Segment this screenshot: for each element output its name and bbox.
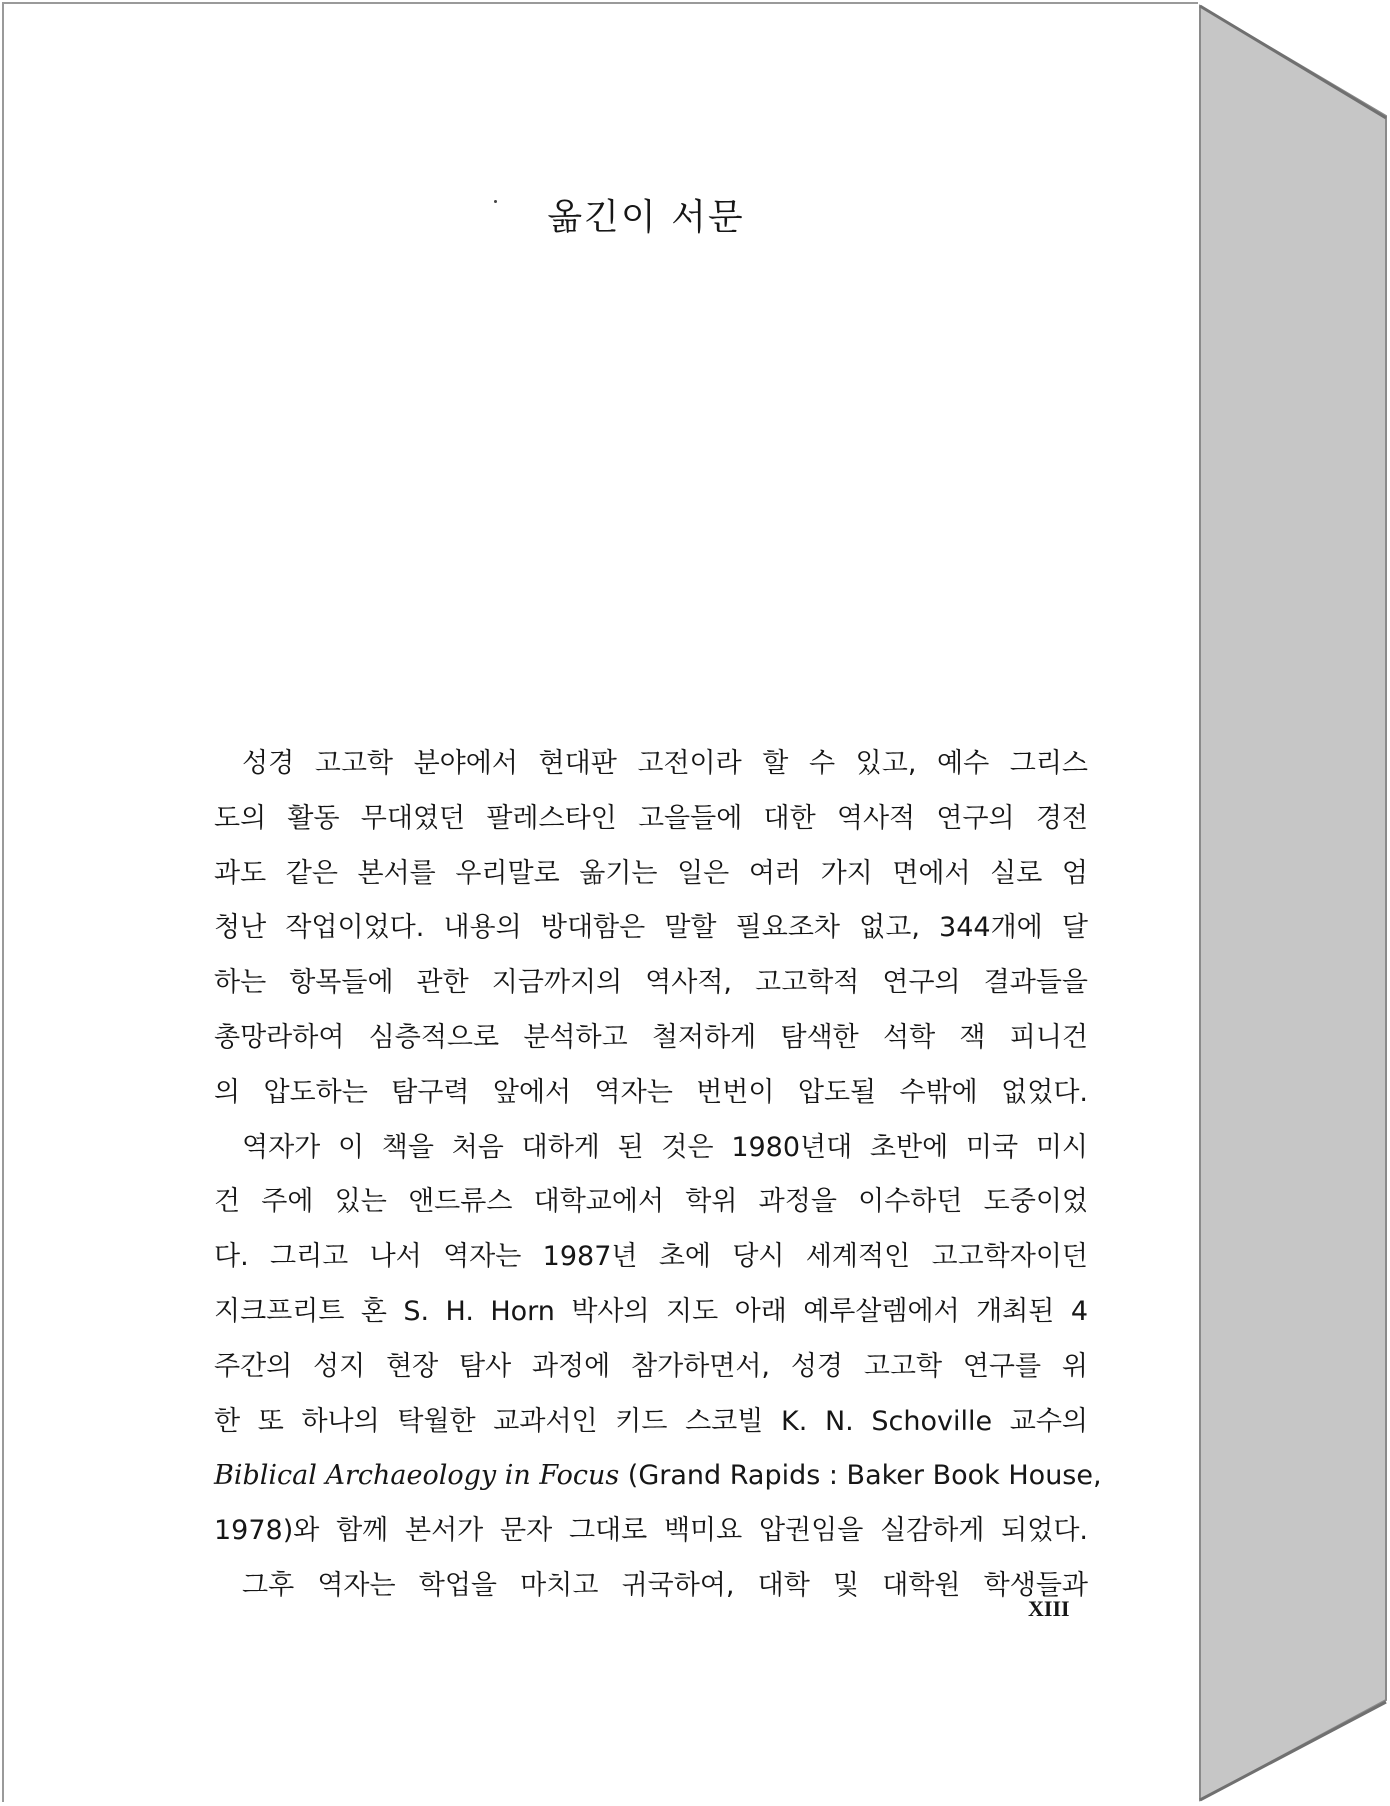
text-line: 의 압도하는 탐구력 앞에서 역자는 번번이 압도될 수밖에 없었다.	[214, 1076, 1088, 1108]
page-edge-shadow	[1198, 0, 1390, 1806]
text-line: 건 주에 있는 앤드류스 대학교에서 학위 과정을 이수하던 도중이었	[214, 1186, 1088, 1218]
book-page	[4, 4, 1198, 1802]
text-line: 역자가 이 책을 처음 대하게 된 것은 1980년대 초반에 미국 미시	[242, 1131, 1088, 1163]
citation-text: (Grand Rapids : Baker Book House,	[619, 1460, 1102, 1492]
page-edge-shape	[1198, 0, 1390, 1806]
text-line	[214, 1449, 1102, 1504]
book-title-italic: Biblical Archaeology in Focus	[214, 1460, 620, 1492]
text-line: 하는 항목들에 관한 지금까지의 역사적, 고고학적 연구의 결과들을	[214, 967, 1088, 999]
text-line: 1978)와 함께 본서가 문자 그대로 백미요 압권임을 실감하게 되었다.	[214, 1515, 1088, 1547]
text-line: 청난 작업이었다. 내용의 방대함은 말할 필요조차 없고, 344개에 달	[214, 912, 1088, 944]
body-text	[214, 737, 1102, 1614]
text-line: 지크프리트 혼 S. H. Horn 박사의 지도 아래 예루살렘에서 개최된 4	[214, 1295, 1088, 1327]
text-line: 한 또 하나의 탁월한 교과서인 키드 스코빌 K. N. Schoville 교수의	[214, 1405, 1088, 1437]
text-line: 다. 그리고 나서 역자는 1987년 초에 당시 세계적인 고고학자이던	[214, 1241, 1088, 1273]
text-line: 주간의 성지 현장 탐사 과정에 참가하면서, 성경 고고학 연구를 위	[214, 1350, 1088, 1382]
text-line: 그후 역자는 학업을 마치고 귀국하여, 대학 및 대학원 학생들과	[242, 1569, 1088, 1601]
page-number: XIII	[1028, 1596, 1070, 1621]
text-line: 총망라하여 심층적으로 분석하고 철저하게 탐색한 석학 잭 피니건	[214, 1021, 1088, 1053]
text-line: 과도 같은 본서를 우리말로 옮기는 일은 여러 가지 면에서 실로 엄	[214, 857, 1088, 889]
text-line: 도의 활동 무대였던 팔레스타인 고을들에 대한 역사적 연구의 경전	[214, 802, 1088, 834]
page-title: 옮긴이 서문	[547, 197, 745, 238]
text-line: 성경 고고학 분야에서 현대판 고전이라 할 수 있고, 예수 그리스	[242, 748, 1088, 779]
